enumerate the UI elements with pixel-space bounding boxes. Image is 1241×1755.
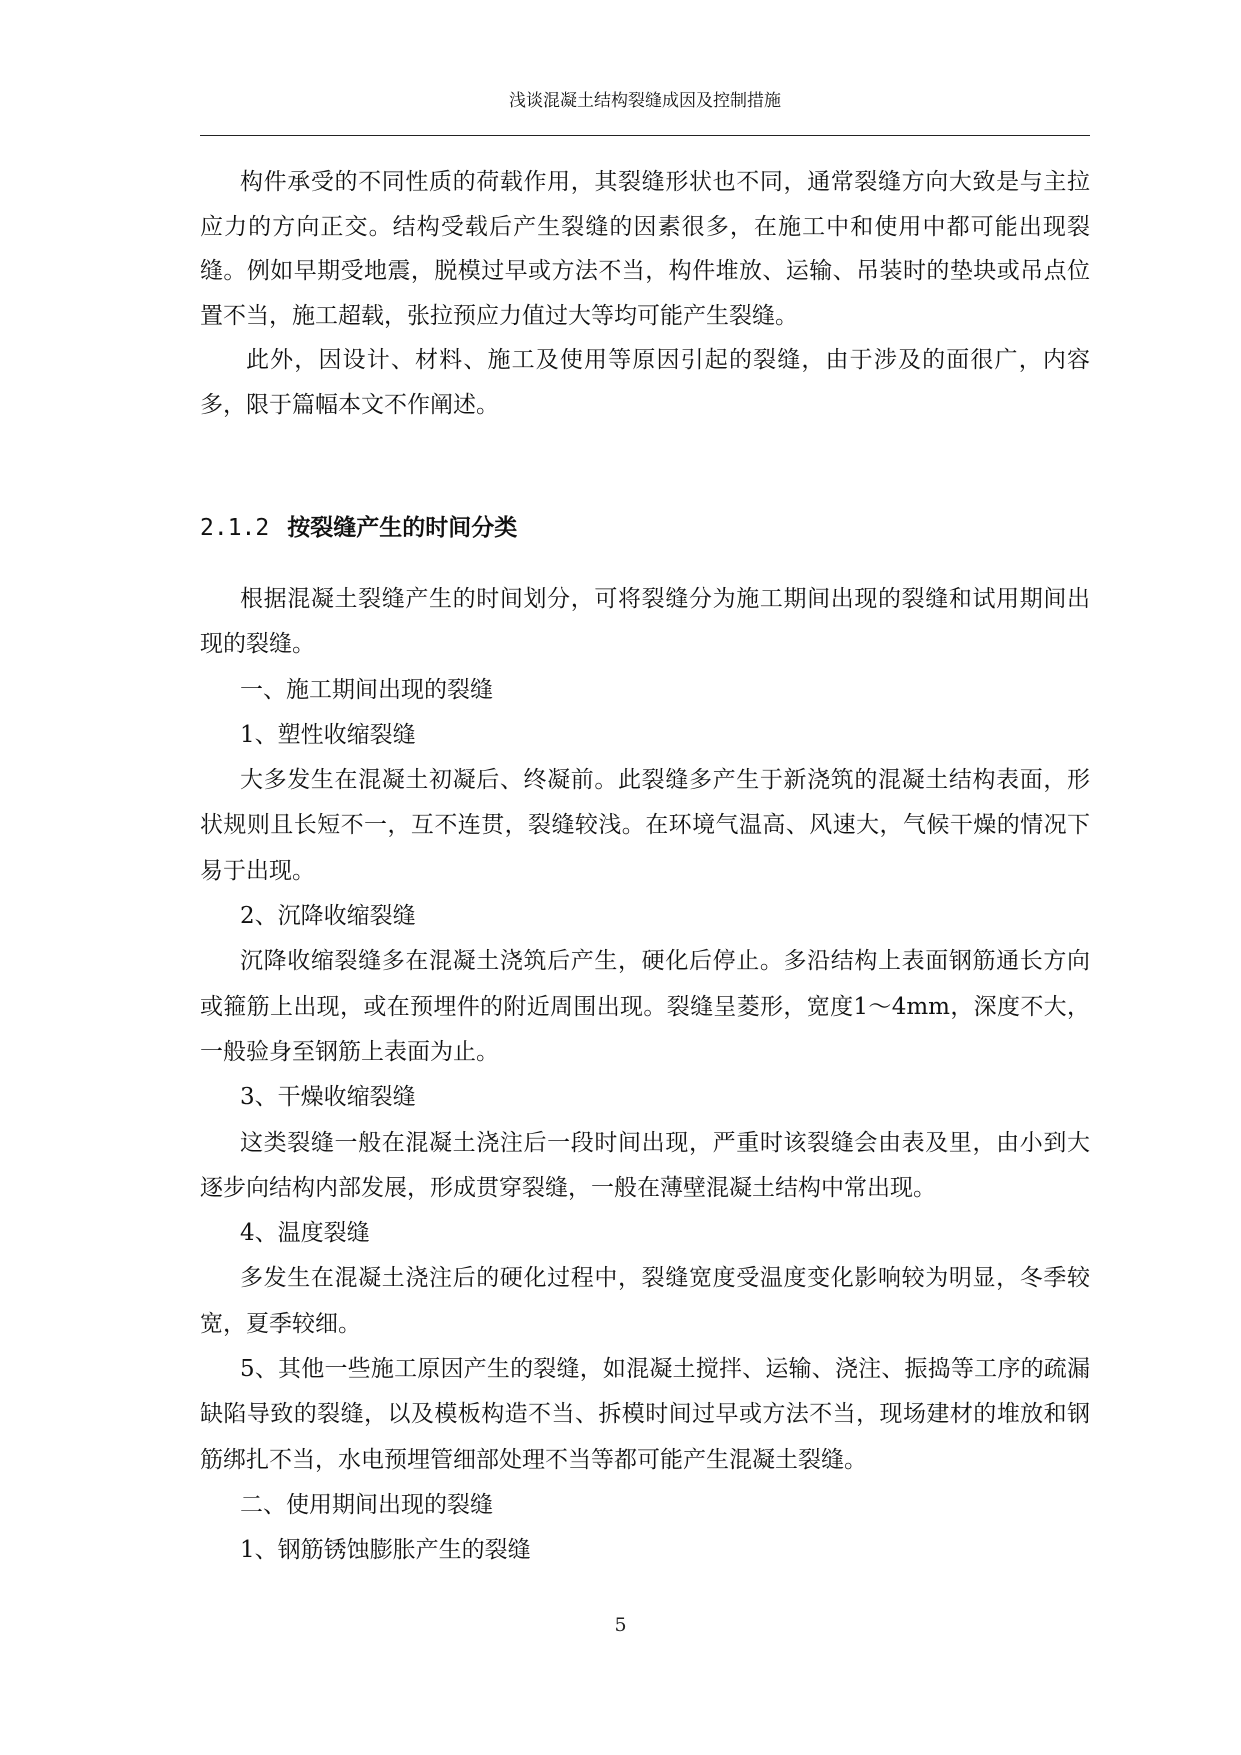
paragraph: 这类裂缝一般在混凝土浇注后一段时间出现，严重时该裂缝会由表及里，由小到大逐步向结构内部发展，形成贯穿裂缝，一般在薄壁混凝土结构中常出现。 (200, 1129, 1090, 1201)
paragraph: 根据混凝土裂缝产生的时间划分，可将裂缝分为施工期间出现的裂缝和试用期间出现的裂缝。 (200, 586, 1090, 658)
page-number: 5 (614, 1614, 627, 1636)
list-item: 4、温度裂缝 (240, 1220, 370, 1247)
list-item: 1、钢筋锈蚀膨胀产生的裂缝 (240, 1537, 531, 1564)
list-item: 1、塑性收缩裂缝 (240, 721, 416, 748)
paragraph: 构件承受的不同性质的荷载作用，其裂缝形状也不同，通常裂缝方向大致是与主拉应力的方向正交。结构受载后产生裂缝的因素很多，在施工中和使用中都可能出现裂缝。例如早期受地震，脱模过早或方法不当，构件堆放、运输、吊装时的垫块或吊点位置不当，施工超载，张拉预应力值过大等均可能产生裂缝。 (200, 169, 1090, 329)
paragraph: 此外，因设计、材料、施工及使用等原因引起的裂缝，由于涉及的面很广，内容多，限于篇幅本文不作阐述。 (200, 347, 1090, 418)
paragraph: 5、其他一些施工原因产生的裂缝，如混凝土搅拌、运输、浇注、振捣等工序的疏漏缺陷导致的裂缝，以及模板构造不当、拆模时间过早或方法不当，现场建材的堆放和钢筋绑扎不当，水电预埋管细部处理不当等都可能产生混凝土裂缝。 (200, 1356, 1090, 1473)
list-heading: 二、使用期间出现的裂缝 (240, 1491, 493, 1518)
paragraph: 多发生在混凝土浇注后的硬化过程中，裂缝宽度受温度变化影响较为明显，冬季较宽，夏季较细。 (200, 1265, 1090, 1337)
paragraph: 沉降收缩裂缝多在混凝土浇筑后产生，硬化后停止。多沿结构上表面钢筋通长方向或箍筋上出现，或在预埋件的附近周围出现。裂缝呈菱形，宽度1～4mm，深度不大，一般验身至钢筋上表面为止。 (200, 948, 1090, 1065)
list-item: 2、沉降收缩裂缝 (240, 903, 416, 930)
section-number: 2.1.2 (200, 515, 270, 541)
header-divider (200, 135, 1090, 136)
section-title: 按裂缝产生的时间分类 (287, 515, 518, 541)
main-section (200, 577, 1090, 1574)
list-item: 3、干燥收缩裂缝 (240, 1084, 416, 1111)
paragraph: 大多发生在混凝土初凝后、终凝前。此裂缝多产生于新浇筑的混凝土结构表面，形状规则且长短不一，互不连贯，裂缝较浅。在环境气温高、风速大，气候干燥的情况下易于出现。 (200, 767, 1090, 884)
section-heading (200, 508, 1090, 548)
list-heading: 一、施工期间出现的裂缝 (240, 676, 493, 703)
running-header: 浅谈混凝土结构裂缝成因及控制措施 (509, 91, 781, 111)
intro-section (200, 160, 1090, 428)
